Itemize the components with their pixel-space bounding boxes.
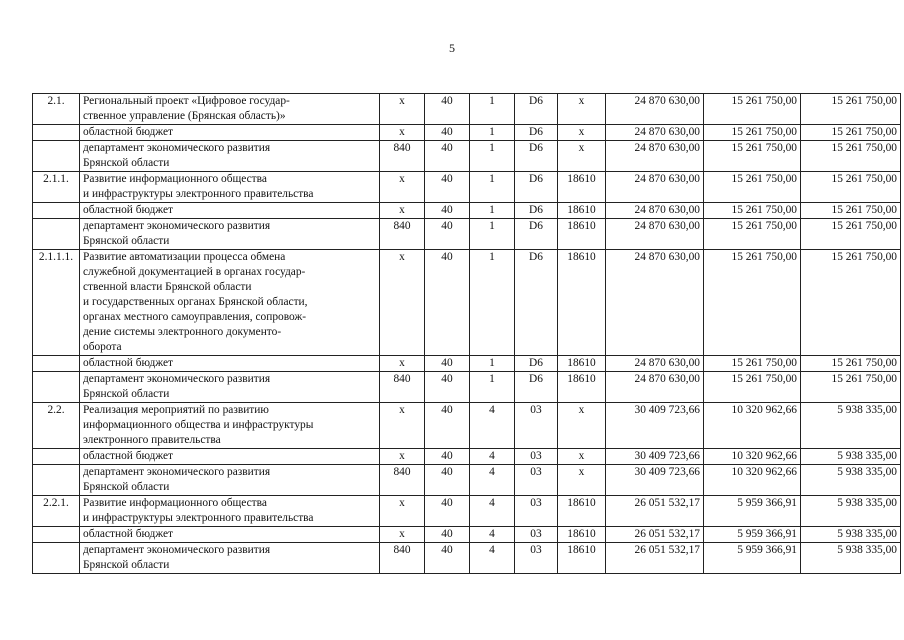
row-number-cell: [33, 219, 80, 250]
amount-2-cell: 15 261 750,00: [704, 141, 801, 172]
amount-1-cell: 30 409 723,66: [606, 449, 704, 465]
code-c-cell: 4: [470, 403, 515, 449]
table-row: [33, 172, 901, 203]
amount-1-cell: 24 870 630,00: [606, 94, 704, 125]
code-b-cell: 40: [425, 172, 470, 203]
row-number-cell: [33, 141, 80, 172]
table-row: [33, 465, 901, 496]
table-row: [33, 496, 901, 527]
amount-1-cell: 24 870 630,00: [606, 172, 704, 203]
row-number-cell: [33, 449, 80, 465]
row-number-cell: [33, 527, 80, 543]
amount-1-cell: 24 870 630,00: [606, 141, 704, 172]
amount-1-cell: 26 051 532,17: [606, 527, 704, 543]
amount-2-cell: 10 320 962,66: [704, 465, 801, 496]
code-c-cell: 4: [470, 527, 515, 543]
code-e-cell: х: [558, 403, 606, 449]
code-e-cell: 18610: [558, 527, 606, 543]
item-name-cell: департамент экономического развития Брянской области: [80, 543, 380, 574]
code-d-cell: 03: [515, 403, 558, 449]
code-d-cell: 03: [515, 449, 558, 465]
amount-2-cell: 15 261 750,00: [704, 250, 801, 356]
row-number-cell: [33, 543, 80, 574]
code-c-cell: 4: [470, 496, 515, 527]
item-name-cell: Развитие информационного общества и инфраструктуры электронного правительства: [80, 496, 380, 527]
amount-2-cell: 15 261 750,00: [704, 172, 801, 203]
code-e-cell: х: [558, 125, 606, 141]
code-e-cell: 18610: [558, 203, 606, 219]
amount-2-cell: 15 261 750,00: [704, 94, 801, 125]
row-number-cell: 2.2.1.: [33, 496, 80, 527]
item-name-cell: Развитие информационного общества и инфраструктуры электронного правительства: [80, 172, 380, 203]
amount-3-cell: 5 938 335,00: [801, 449, 901, 465]
code-d-cell: D6: [515, 250, 558, 356]
code-c-cell: 1: [470, 203, 515, 219]
table-row: [33, 372, 901, 403]
code-b-cell: 40: [425, 496, 470, 527]
table-row: [33, 94, 901, 125]
item-name-cell: Развитие автоматизации процесса обмена служебной документацией в органах государ- ственной власти Брянской области и государственных органах Брянской области, органах местного самоуправления, сопровож- дение системы электронного документо- оборота: [80, 250, 380, 356]
table-row: [33, 449, 901, 465]
amount-3-cell: 15 261 750,00: [801, 141, 901, 172]
code-c-cell: 1: [470, 250, 515, 356]
amount-3-cell: 5 938 335,00: [801, 527, 901, 543]
code-d-cell: 03: [515, 465, 558, 496]
code-b-cell: 40: [425, 250, 470, 356]
code-d-cell: D6: [515, 219, 558, 250]
amount-2-cell: 10 320 962,66: [704, 449, 801, 465]
amount-1-cell: 26 051 532,17: [606, 543, 704, 574]
table-row: [33, 543, 901, 574]
amount-3-cell: 5 938 335,00: [801, 403, 901, 449]
code-e-cell: 18610: [558, 496, 606, 527]
code-d-cell: D6: [515, 94, 558, 125]
code-b-cell: 40: [425, 543, 470, 574]
amount-2-cell: 5 959 366,91: [704, 496, 801, 527]
amount-3-cell: 15 261 750,00: [801, 219, 901, 250]
row-number-cell: [33, 465, 80, 496]
table-row: [33, 356, 901, 372]
amount-3-cell: 15 261 750,00: [801, 250, 901, 356]
amount-2-cell: 15 261 750,00: [704, 125, 801, 141]
row-number-cell: [33, 203, 80, 219]
code-a-cell: х: [380, 203, 425, 219]
code-a-cell: х: [380, 403, 425, 449]
code-c-cell: 1: [470, 125, 515, 141]
code-d-cell: 03: [515, 496, 558, 527]
code-a-cell: х: [380, 250, 425, 356]
amount-2-cell: 15 261 750,00: [704, 356, 801, 372]
code-e-cell: 18610: [558, 219, 606, 250]
amount-3-cell: 5 938 335,00: [801, 543, 901, 574]
amount-1-cell: 24 870 630,00: [606, 372, 704, 403]
code-c-cell: 1: [470, 356, 515, 372]
code-e-cell: х: [558, 449, 606, 465]
code-c-cell: 1: [470, 141, 515, 172]
amount-2-cell: 15 261 750,00: [704, 219, 801, 250]
row-number-cell: [33, 372, 80, 403]
code-b-cell: 40: [425, 449, 470, 465]
amount-1-cell: 30 409 723,66: [606, 403, 704, 449]
code-e-cell: 18610: [558, 543, 606, 574]
budget-table: [32, 93, 901, 574]
code-b-cell: 40: [425, 94, 470, 125]
code-a-cell: х: [380, 527, 425, 543]
amount-1-cell: 30 409 723,66: [606, 465, 704, 496]
item-name-cell: областной бюджет: [80, 203, 380, 219]
code-b-cell: 40: [425, 203, 470, 219]
amount-3-cell: 15 261 750,00: [801, 172, 901, 203]
code-c-cell: 4: [470, 465, 515, 496]
item-name-cell: департамент экономического развития Брянской области: [80, 141, 380, 172]
amount-2-cell: 15 261 750,00: [704, 203, 801, 219]
code-d-cell: D6: [515, 141, 558, 172]
item-name-cell: департамент экономического развития Брянской области: [80, 465, 380, 496]
code-b-cell: 40: [425, 372, 470, 403]
code-e-cell: х: [558, 94, 606, 125]
row-number-cell: 2.1.1.1.: [33, 250, 80, 356]
amount-3-cell: 15 261 750,00: [801, 356, 901, 372]
item-name-cell: Региональный проект «Цифровое государ- ственное управление (Брянская область)»: [80, 94, 380, 125]
code-c-cell: 1: [470, 372, 515, 403]
amount-2-cell: 15 261 750,00: [704, 372, 801, 403]
amount-1-cell: 24 870 630,00: [606, 203, 704, 219]
code-d-cell: D6: [515, 356, 558, 372]
code-a-cell: 840: [380, 141, 425, 172]
table-row: [33, 250, 901, 356]
code-d-cell: D6: [515, 172, 558, 203]
amount-3-cell: 5 938 335,00: [801, 465, 901, 496]
table-row: [33, 141, 901, 172]
code-e-cell: 18610: [558, 172, 606, 203]
item-name-cell: областной бюджет: [80, 527, 380, 543]
code-e-cell: 18610: [558, 356, 606, 372]
row-number-cell: [33, 125, 80, 141]
page-number: 5: [449, 41, 455, 55]
amount-2-cell: 10 320 962,66: [704, 403, 801, 449]
code-a-cell: 840: [380, 543, 425, 574]
amount-1-cell: 24 870 630,00: [606, 125, 704, 141]
code-a-cell: х: [380, 125, 425, 141]
code-a-cell: х: [380, 496, 425, 527]
table-body: [33, 94, 901, 574]
code-c-cell: 1: [470, 219, 515, 250]
code-e-cell: х: [558, 141, 606, 172]
row-number-cell: [33, 356, 80, 372]
item-name-cell: областной бюджет: [80, 449, 380, 465]
code-a-cell: х: [380, 172, 425, 203]
code-a-cell: х: [380, 94, 425, 125]
code-b-cell: 40: [425, 219, 470, 250]
code-a-cell: х: [380, 356, 425, 372]
code-a-cell: 840: [380, 219, 425, 250]
code-e-cell: х: [558, 465, 606, 496]
item-name-cell: областной бюджет: [80, 356, 380, 372]
table-row: [33, 219, 901, 250]
code-c-cell: 4: [470, 449, 515, 465]
code-b-cell: 40: [425, 403, 470, 449]
amount-1-cell: 24 870 630,00: [606, 250, 704, 356]
item-name-cell: департамент экономического развития Брянской области: [80, 372, 380, 403]
code-d-cell: 03: [515, 527, 558, 543]
code-c-cell: 4: [470, 543, 515, 574]
code-a-cell: 840: [380, 372, 425, 403]
amount-3-cell: 15 261 750,00: [801, 94, 901, 125]
item-name-cell: департамент экономического развития Брянской области: [80, 219, 380, 250]
row-number-cell: 2.2.: [33, 403, 80, 449]
item-name-cell: областной бюджет: [80, 125, 380, 141]
amount-1-cell: 26 051 532,17: [606, 496, 704, 527]
code-c-cell: 1: [470, 94, 515, 125]
item-name-cell: Реализация мероприятий по развитию информационного общества и инфраструктуры электронного правительства: [80, 403, 380, 449]
amount-3-cell: 15 261 750,00: [801, 125, 901, 141]
amount-1-cell: 24 870 630,00: [606, 356, 704, 372]
code-b-cell: 40: [425, 356, 470, 372]
row-number-cell: 2.1.1.: [33, 172, 80, 203]
amount-2-cell: 5 959 366,91: [704, 543, 801, 574]
code-d-cell: D6: [515, 372, 558, 403]
code-d-cell: D6: [515, 203, 558, 219]
amount-3-cell: 15 261 750,00: [801, 203, 901, 219]
code-a-cell: 840: [380, 465, 425, 496]
code-d-cell: 03: [515, 543, 558, 574]
table-row: [33, 203, 901, 219]
code-d-cell: D6: [515, 125, 558, 141]
code-b-cell: 40: [425, 125, 470, 141]
table-row: [33, 527, 901, 543]
table-row: [33, 403, 901, 449]
amount-3-cell: 5 938 335,00: [801, 496, 901, 527]
code-a-cell: х: [380, 449, 425, 465]
code-e-cell: 18610: [558, 372, 606, 403]
code-b-cell: 40: [425, 465, 470, 496]
amount-2-cell: 5 959 366,91: [704, 527, 801, 543]
code-e-cell: 18610: [558, 250, 606, 356]
code-b-cell: 40: [425, 141, 470, 172]
amount-3-cell: 15 261 750,00: [801, 372, 901, 403]
code-b-cell: 40: [425, 527, 470, 543]
row-number-cell: 2.1.: [33, 94, 80, 125]
table-row: [33, 125, 901, 141]
amount-1-cell: 24 870 630,00: [606, 219, 704, 250]
code-c-cell: 1: [470, 172, 515, 203]
